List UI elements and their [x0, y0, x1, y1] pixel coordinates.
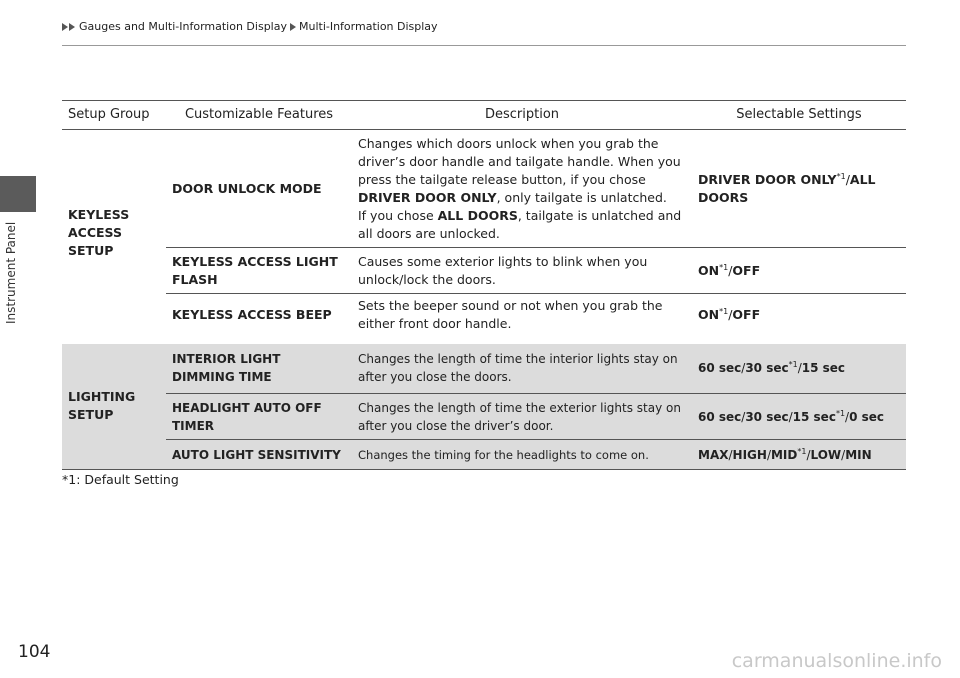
feature-description: Causes some exterior lights to blink when you unlock/lock the doors. — [352, 248, 692, 294]
setting-separator: / — [841, 447, 846, 462]
setting-option: 60 sec — [698, 409, 742, 424]
feature-description — [352, 130, 692, 248]
description-text: Changes which doors unlock when you grab the driver’s door handle and tailgate handle. When you press the tailgate release button, if you chose — [358, 135, 681, 187]
default-marker: *1 — [719, 306, 729, 316]
feature-name: AUTO LIGHT SENSITIVITY — [166, 440, 352, 470]
default-marker: *1 — [719, 262, 729, 272]
table-row — [62, 294, 906, 340]
setup-group-keyless — [62, 130, 166, 340]
setting-separator: / — [845, 409, 850, 424]
description-text: If you chose — [358, 207, 438, 223]
footnote: *1: Default Setting — [62, 472, 179, 487]
feature-description: Changes the timing for the headlights to come on. — [352, 440, 692, 470]
selectable-settings — [692, 294, 906, 340]
setting-option: 15 sec — [801, 361, 846, 376]
selectable-settings — [692, 440, 906, 470]
feature-name: HEADLIGHT AUTO OFF TIMER — [166, 394, 352, 440]
setting-separator: / — [845, 171, 850, 187]
table-row — [62, 130, 906, 248]
feature-name: KEYLESS ACCESS LIGHT FLASH — [166, 248, 352, 294]
selectable-settings — [692, 248, 906, 294]
setting-option: 30 sec — [745, 361, 789, 376]
feature-name: KEYLESS ACCESS BEEP — [166, 294, 352, 340]
setting-separator: / — [788, 409, 793, 424]
header-description: Description — [352, 101, 692, 130]
breadcrumb — [62, 20, 438, 33]
header-divider — [62, 45, 906, 46]
setting-option: 15 sec — [792, 409, 836, 424]
setting-option: OFF — [732, 306, 761, 322]
setup-group-lighting — [62, 340, 166, 470]
description-bold: ALL DOORS — [437, 207, 518, 223]
setting-option: MIN — [845, 447, 872, 462]
setup-group-label: KEYLESS ACCESS SETUP — [68, 206, 130, 258]
setting-separator: / — [741, 409, 746, 424]
setting-option: 30 sec — [745, 409, 789, 424]
description-text: , only tailgate is unlatched. — [496, 189, 667, 205]
default-marker: *1 — [836, 171, 846, 181]
setting-separator: / — [728, 306, 733, 322]
selectable-settings — [692, 394, 906, 440]
setting-option: MID — [770, 447, 798, 462]
breadcrumb-arrow-icon — [290, 23, 296, 31]
setting-option: OFF — [732, 262, 761, 278]
feature-description: Changes the length of time the interior lights stay on after you close the doors. — [352, 340, 692, 394]
watermark: carmanualsonline.info — [731, 650, 942, 672]
breadcrumb-current[interactable]: Multi-Information Display — [298, 20, 438, 33]
header-selectable-settings: Selectable Settings — [692, 101, 906, 130]
feature-name: INTERIOR LIGHT DIMMING TIME — [166, 340, 352, 394]
setting-option: LOW — [810, 447, 842, 462]
page-number: 104 — [18, 642, 51, 662]
default-marker: *1 — [835, 408, 846, 418]
selectable-settings — [692, 340, 906, 394]
header-setup-group: Setup Group — [62, 101, 166, 130]
breadcrumb-parent[interactable]: Gauges and Multi-Information Display — [79, 20, 287, 33]
description-bold: DRIVER DOOR ONLY — [358, 189, 497, 205]
default-marker: *1 — [788, 360, 798, 370]
description-text: , tailgate is unlatched and all doors are unlocked. — [358, 207, 682, 241]
section-side-label: Instrument Panel — [4, 221, 18, 324]
table-row — [62, 248, 906, 294]
breadcrumb-arrow-icon — [62, 23, 68, 31]
setting-separator: / — [766, 447, 771, 462]
setting-option: 0 sec — [849, 409, 884, 424]
feature-name: DOOR UNLOCK MODE — [166, 130, 352, 248]
table-row — [62, 340, 906, 394]
table-row — [62, 440, 906, 470]
setting-separator: / — [728, 447, 733, 462]
setting-separator: / — [806, 447, 811, 462]
setting-option: 60 sec — [698, 361, 742, 376]
setting-option: ALL DOORS — [698, 171, 876, 205]
section-tab-marker — [0, 176, 36, 212]
feature-description: Sets the beeper sound or not when you grab the either front door handle. — [352, 294, 692, 340]
setup-group-label: LIGHTING SETUP — [68, 389, 136, 423]
setting-option: DRIVER DOOR ONLY — [698, 171, 837, 187]
selectable-settings — [692, 130, 906, 248]
setting-option: MAX — [698, 447, 729, 462]
setting-separator: / — [797, 361, 802, 376]
setting-option: HIGH — [732, 447, 767, 462]
feature-description: Changes the length of time the exterior lights stay on after you close the driver’s door. — [352, 394, 692, 440]
setting-separator: / — [741, 361, 746, 376]
table-row — [62, 394, 906, 440]
customizable-features-table — [62, 100, 906, 470]
setting-separator: / — [728, 262, 733, 278]
header-customizable-features: Customizable Features — [166, 101, 352, 130]
setting-option: ON — [698, 262, 720, 278]
default-marker: *1 — [797, 446, 807, 456]
setting-option: ON — [698, 306, 720, 322]
table-header-row — [62, 101, 906, 130]
breadcrumb-arrow-icon — [69, 23, 75, 31]
